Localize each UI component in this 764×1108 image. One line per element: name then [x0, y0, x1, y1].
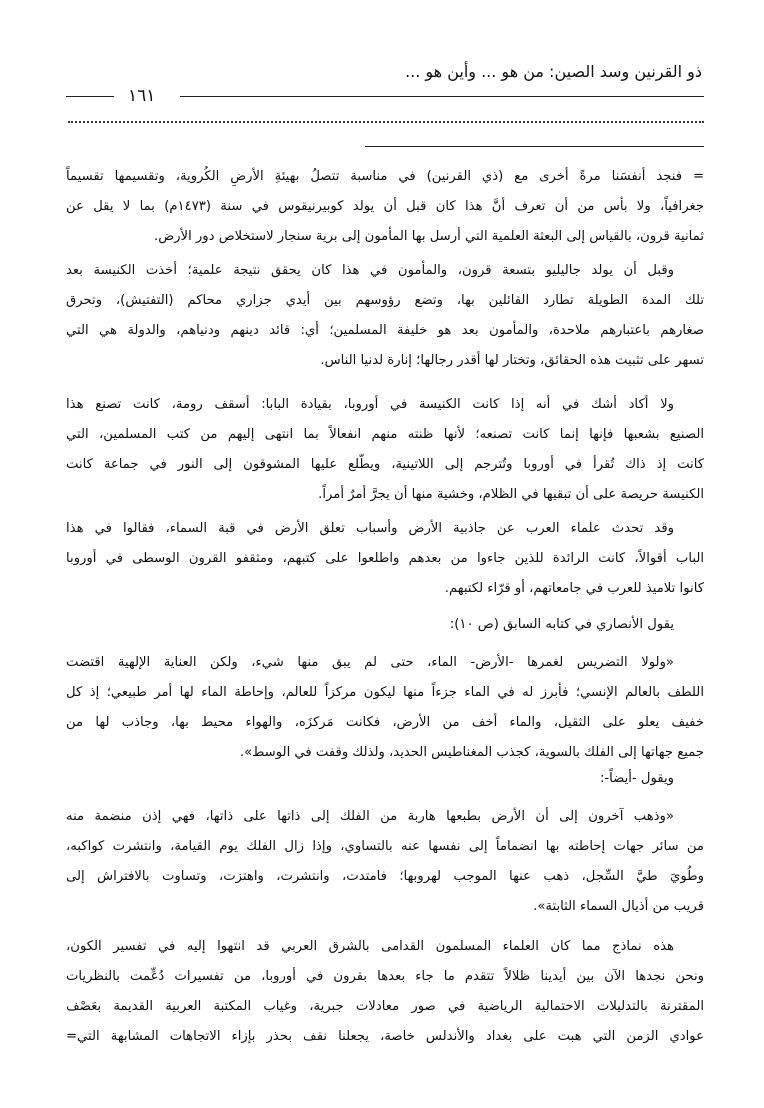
text-line: ولا أكاد أشك في أنه إذا كانت الكنيسة في أوروبا، بقيادة البابا: أسقف رومة، كانت تصنع هذا [66, 397, 674, 412]
text-line: وقبل أن يولد جاليليو بتسعة قرون، والمأمون في هذا كان يحقق نتيجة علمية؛ أخذت الكنيسة بعد [66, 263, 674, 278]
page-number: ١٦١ [128, 86, 156, 106]
text-line: = فنجد أنفسَنا مرةً أخرى مع (ذي القرنين) في مناسبة تتصلُ بهيئةِ الأرضِ الكُروية، وتقسيمها تقسيماً [66, 169, 704, 184]
paragraph [66, 514, 704, 604]
text-line: من سائر جهات إحاطته بها انضماماً إلى نفسها عنه بالتساوي، وإذا زال الفلك يوم القيامة، وانتشرت كواكبه، [66, 839, 704, 854]
quote-paragraph [66, 648, 704, 768]
paragraph [66, 390, 704, 510]
header-rule-left [66, 96, 114, 97]
text-line: «ولولا التضريس لغمرها -الأرض- الماء، حتى لم يبق منها شيء، ولكن العناية الإلهية اقتضت [66, 655, 674, 670]
text-line: صغارهم باعتبارهم ملاحدة، والمأمون بعد هو خليفة المسلمين؛ أي: قائد دينهم ودنياهم، والدولة هي التي [66, 323, 704, 338]
paragraph [66, 610, 704, 640]
text-line: هذه نماذج مما كان العلماء المسلمون القدامى بالشرق العربي قد انتهوا إليه في تفسير الكون، [66, 939, 674, 954]
text-line: جميع جهاتها إلى الفلك بالسوية، كجذب المغناطيس الحديد، ولذلك وقفت في الوسط». [239, 745, 704, 760]
text-line: جغرافياً، ولا بأس من أن تعرف أنَّ هذا كان قبل أن يولد كوبيرنيقوس في سنة (١٤٧٣م) بما لا يقل عن [66, 199, 704, 214]
text-line: قريب من أذيال السماء الثابتة». [533, 899, 704, 914]
text-line: عوادي الزمن التي هبت على بغداد والأندلس خاصة، يجعلنا نقف بحذر بإزاء الاتجاهات المشابهة التي= [66, 1029, 704, 1044]
footnote-separator [365, 146, 704, 147]
text-line: تسهر على تثبيت هذه الحقائق، وتختار لها أقدر رجالها؛ إنارة لدنيا الناس. [320, 353, 704, 368]
dotted-separator [68, 121, 704, 123]
text-line: ويقول -أيضاً-: [599, 771, 674, 786]
text-line: كانت إذ ذاك تُقرأ في أوروبا وتُترجم إلى اللاتينية، ويطّلع عليها المشوقون إلى النور في جماعة كانت [66, 457, 704, 472]
text-line: المقترنة بالتدليلات الاحتمالية الرياضية في صور معادلات جبرية، وغياب المكتبة العربية القديمة بعَصْف [66, 999, 704, 1014]
text-line: ونحن نجدها الآن بين أيدينا ظلالاً تتقدم ما جاء بعدها بقرون في أوروبا، من تفسيرات دُعِّمت بالنظريات [66, 969, 704, 984]
paragraph [66, 932, 704, 1052]
text-line: اللطف بالعالم الإنسي؛ فأبرز له في الماء جزءاً منها ليكون مركزاً للعالم، وإحاطة الماء لها أمر طبيعي؛ إذ كل [66, 685, 704, 700]
text-line: خفيف يعلو على الثقيل، والماء أخف من الأرض، فكانت مَركزَه، والهواء محيط بها، وجاذب لها من [66, 715, 704, 730]
quote-paragraph [66, 802, 704, 922]
text-line: الباب أقوالاً، كانت الرائدة للذين جاءوا من بعدهم واطلعوا على كتبهم، ومثقفو القرون الوسطى في أوروبا [66, 551, 704, 566]
running-title: ذو القرنين وسد الصين: من هو ... وأين هو ... [405, 62, 702, 81]
header-rule-right [180, 96, 704, 97]
text-line: «وذهب آخرون إلى أن الأرض بطبعها هاربة من الفلك إلى ذاتها على ذاتها، فهي إذن منضمة منه [66, 809, 674, 824]
paragraph [66, 764, 704, 794]
text-line: تلك المدة الطويلة تطارد القائلين بها، وتضع رؤوسهم بين أيدي جزاري محاكم (التفتيش)، وتحرق [66, 293, 704, 308]
text-line: وقد تحدث علماء العرب عن جاذبية الأرض وأسباب تعلق الأرض في قبة السماء، فقالوا في هذا [66, 521, 674, 536]
text-line: يقول الأنصاري في كتابه السابق (ص ١٠): [449, 617, 674, 632]
text-line: الكنيسة حريصة على أن تبقيها في الظلام، وخشية منها أن يجرَّ أمرٌ أمراً. [318, 487, 704, 502]
text-line: وطُويَ طيَّ السِّجل، ذهب عنها الموجب لهروبها؛ فامتدت، وانتشرت، واهتزت، وتساوت بالافتراش إلى [66, 869, 704, 884]
paragraph [66, 256, 704, 376]
paragraph [66, 162, 704, 252]
text-line: ثمانية قرون، بالقياس إلى البعثة العلمية التي أرسل بها المأمون إلى برية سنجار لاستخلاص دور الأرض. [154, 229, 704, 244]
text-line: الصنيع بشعبها فإنها إنما كانت تصنعه؛ لأنها ظنته منهم انفعالاً بما انتهى إليهم من كتب المسلمين، التي [66, 427, 704, 442]
text-line: كانوا تلاميذ للعرب في جامعاتهم، أو قرّاء لكتبهم. [444, 581, 704, 596]
